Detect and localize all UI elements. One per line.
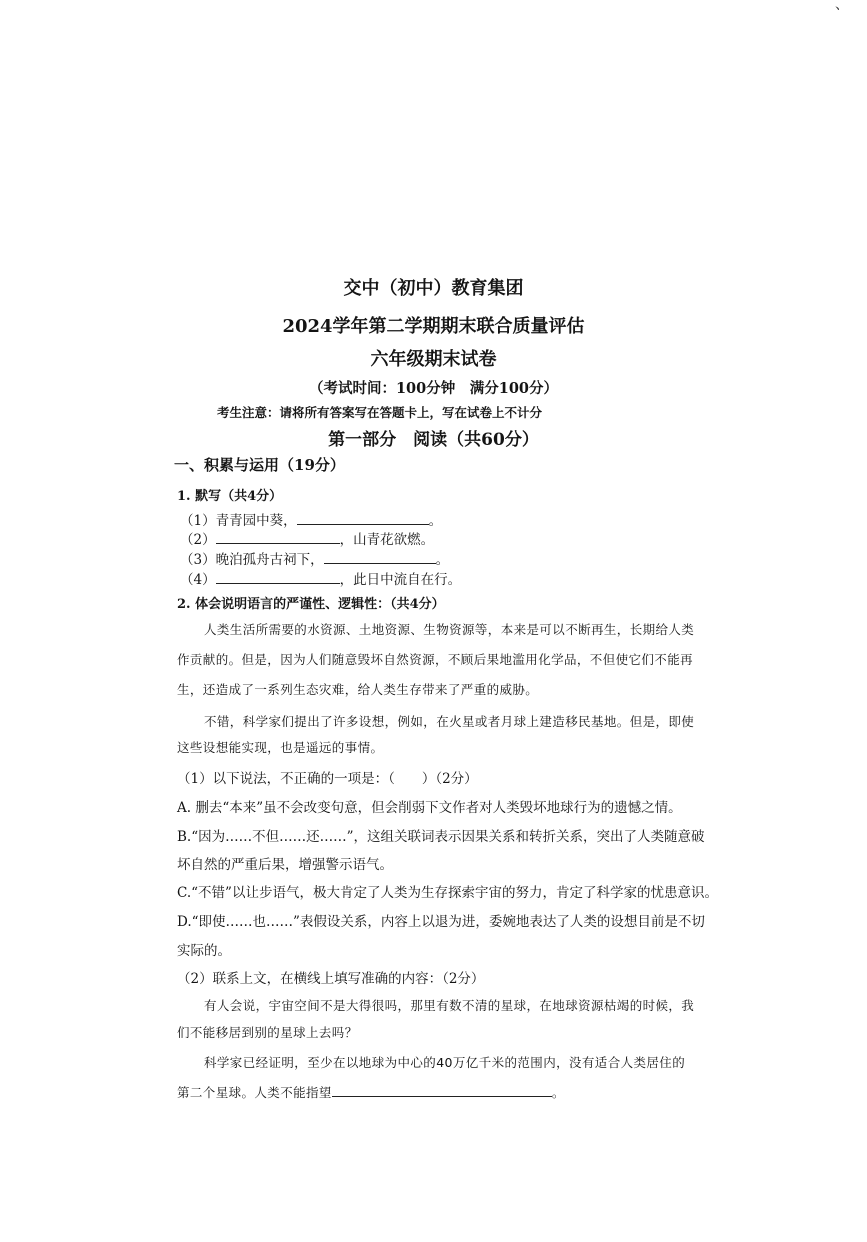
item-text: （4）: [180, 572, 216, 588]
part-title: 第一部分 阅读（共60分）: [328, 430, 539, 450]
passage-line: 生，还造成了一系列生态灾难，给人类生存带来了严重的威胁。: [177, 682, 539, 697]
passage-end: 。: [551, 1085, 565, 1100]
passage-line: 人类生活所需要的水资源、土地资源、生物资源等，本来是可以不断再生，长期给人类: [204, 622, 695, 637]
question-2-title: 2. 体会说明语言的严谨性、逻辑性：（共4分）: [177, 597, 445, 612]
dictation-item-1: [180, 509, 442, 529]
section-title: 一、积累与运用（19分）: [174, 456, 345, 474]
passage-line: 这些设想能实现，也是遥远的事情。: [177, 740, 384, 755]
passage-line: 作贡献的。但是，因为人们随意毁坏自然资源，不顾后果地滥用化学品，不但使它们不能再: [177, 652, 694, 667]
exam-info: （考试时间：100分钟 满分100分）: [308, 380, 559, 397]
sub-question-2-stem: （2）联系上文，在横线上填写准确的内容：（2分）: [177, 971, 485, 987]
option-d: D.“即使……也……”表假设关系，内容上以退为进，委婉地表达了人类的设想目前是不切: [177, 914, 705, 930]
answer-blank: [332, 1083, 552, 1097]
passage-line: 们不能移居到别的星球上去吗？: [177, 1025, 358, 1040]
passage-line: 有人会说，宇宙空间不是大得很吗，那里有数不清的星球，在地球资源枯竭的时候，我: [204, 998, 695, 1013]
passage-last-line: [177, 1083, 565, 1101]
option-c: C.“不错”以让步语气，极大肯定了人类为生存探索宇宙的努力，肯定了科学家的忧患意识。: [177, 885, 718, 901]
school-title: 交中（初中）教育集团: [343, 278, 524, 299]
term-title: 2024学年第二学期期末联合质量评估: [282, 316, 585, 337]
corner-mark: 、: [835, 0, 849, 13]
answer-blank: [216, 570, 340, 584]
passage-line: 科学家已经证明，至少在以地球为中心的40万亿千米的范围内，没有适合人类居住的: [204, 1055, 686, 1070]
dictation-item-3: [180, 548, 449, 568]
option-b-continued: 坏自然的严重后果，增强警示语气。: [177, 857, 393, 873]
answer-blank: [297, 511, 429, 525]
answer-blank: [324, 550, 436, 564]
item-text: （2）: [180, 532, 216, 548]
item-text-end: 。: [428, 513, 443, 529]
item-text: （3）晚泊孤舟古祠下，: [180, 552, 324, 568]
dictation-item-2: [180, 528, 434, 548]
passage-line: 不错，科学家们提出了许多设想，例如，在火星或者月球上建造移民基地。但是，即使: [204, 714, 695, 729]
exam-notice: 考生注意：请将所有答案写在答题卡上，写在试卷上不计分: [217, 405, 543, 420]
item-text-end: ，此日中流自在行。: [339, 572, 462, 588]
option-a: A. 删去“本来”虽不会改变句意，但会削弱下文作者对人类毁坏地球行为的遗憾之情。: [177, 800, 682, 816]
passage-text: 第二个星球。人类不能指望: [177, 1085, 332, 1100]
sub-question-1-stem: （1）以下说法，不正确的一项是：（ ）（2分）: [177, 771, 478, 787]
option-d-continued: 实际的。: [177, 943, 231, 959]
answer-blank: [216, 530, 340, 544]
exam-title: 六年级期末试卷: [370, 349, 497, 370]
question-1-title: 1. 默写（共4分）: [177, 489, 283, 504]
item-text-end: ，山青花欲燃。: [339, 532, 435, 548]
item-text: （1）青青园中葵，: [180, 513, 297, 529]
dictation-item-4: [180, 568, 461, 588]
option-b: B.“因为……不但……还……”，这组关联词表示因果关系和转折关系，突出了人类随意破: [177, 829, 705, 845]
item-text-end: 。: [435, 552, 450, 568]
